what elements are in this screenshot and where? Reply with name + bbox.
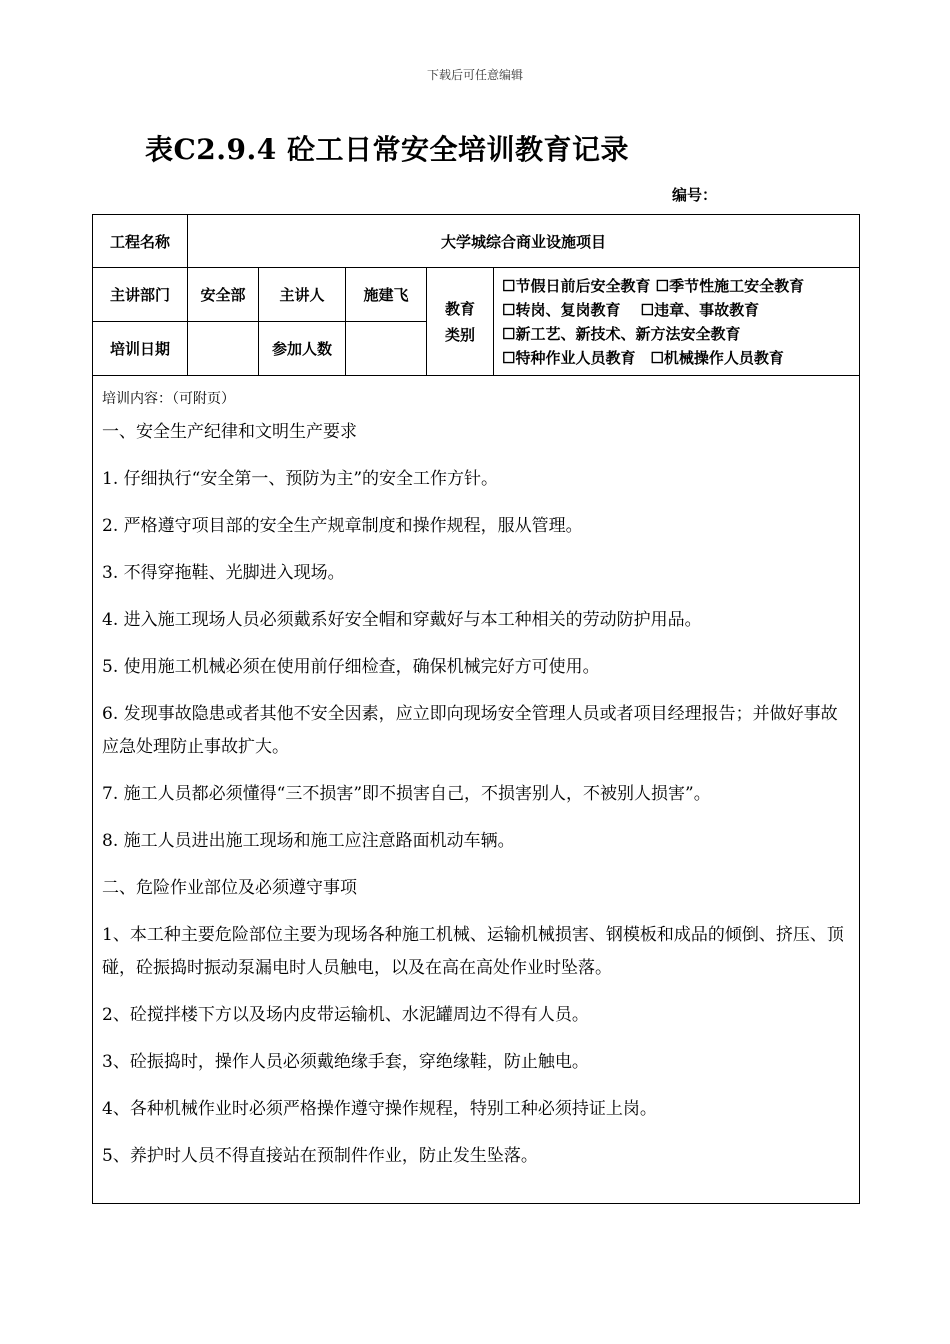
lecturer-label: 主讲人 <box>259 268 346 322</box>
edu-type-options <box>494 268 860 376</box>
edu-type-label-line1: 教育 <box>444 299 475 318</box>
training-content <box>93 376 860 1204</box>
training-date-label: 培训日期 <box>93 322 188 376</box>
content-paragraph: 4、各种机械作业时必须严格操作遵守操作规程，特别工种必须持证上岗。 <box>102 1099 657 1119</box>
content-paragraph: 3、砼振捣时，操作人员必须戴绝缘手套，穿绝缘鞋，防止触电。 <box>102 1052 589 1072</box>
edu-type-label <box>427 268 494 376</box>
dept-value: 安全部 <box>188 268 259 322</box>
content-paragraph: 一、安全生产纪律和文明生产要求 <box>102 422 357 442</box>
content-paragraph: 二、危险作业部位及必须遵守事项 <box>102 878 357 898</box>
dept-label: 主讲部门 <box>93 268 188 322</box>
content-paragraph: 1. 仔细执行“安全第一、预防为主”的安全工作方针。 <box>102 469 499 489</box>
edu-type-option-row[interactable]: ☐特种作业人员教育 ☐机械操作人员教育 <box>502 348 784 367</box>
content-paragraph: 4. 进入施工现场人员必须戴系好安全帽和穿戴好与本工种相关的劳动防护用品。 <box>102 610 702 630</box>
training-date-value[interactable] <box>188 322 259 376</box>
content-paragraph: 1、本工种主要危险部位主要为现场各种施工机械、运输机械损害、钢模板和成品的倾倒、挤压、顶碰，砼振捣时振动泵漏电时人员触电，以及在高在高处作业时坠落。 <box>102 925 844 978</box>
lecturer-value: 施建飞 <box>346 268 427 322</box>
project-name-value: 大学城综合商业设施项目 <box>188 215 860 268</box>
content-paragraph: 3. 不得穿拖鞋、光脚进入现场。 <box>102 563 345 583</box>
edu-type-option-row[interactable]: ☐转岗、复岗教育 ☐违章、事故教育 <box>502 300 760 319</box>
edu-type-label-line2: 类别 <box>444 325 475 344</box>
content-paragraph: 5. 使用施工机械必须在使用前仔细检查，确保机械完好方可使用。 <box>102 657 600 677</box>
header-note: 下载后可任意编辑 <box>426 68 523 82</box>
training-record-table <box>92 214 860 1204</box>
edu-type-option-row[interactable]: ☐节假日前后安全教育 ☐季节性施工安全教育 <box>502 276 805 295</box>
content-paragraph: 6. 发现事故隐患或者其他不安全因素，应立即向现场安全管理人员或者项目经理报告；并做好事故应急处理防止事故扩大。 <box>102 704 838 757</box>
content-paragraph: 5、养护时人员不得直接站在预制件作业，防止发生坠落。 <box>102 1146 538 1166</box>
content-paragraph: 8. 施工人员进出施工现场和施工应注意路面机动车辆。 <box>102 831 515 851</box>
content-paragraph: 2. 严格遵守项目部的安全生产规章制度和操作规程，服从管理。 <box>102 516 583 536</box>
content-paragraph: 7. 施工人员都必须懂得“三不损害”即不损害自己，不损害别人，不被别人损害”。 <box>102 784 711 804</box>
edu-type-option-row[interactable]: ☐新工艺、新技术、新方法安全教育 <box>502 324 741 343</box>
training-content-intro: 培训内容：（可附页） <box>102 391 235 407</box>
serial-number-label: 编号： <box>672 186 718 204</box>
content-paragraph: 2、砼搅拌楼下方以及场内皮带运输机、水泥罐周边不得有人员。 <box>102 1005 589 1025</box>
participants-label: 参加人数 <box>259 322 346 376</box>
page-title: 表C2.9.4 砼工日常安全培训教育记录 <box>145 133 629 166</box>
project-name-label: 工程名称 <box>93 215 188 268</box>
participants-value[interactable] <box>346 322 427 376</box>
